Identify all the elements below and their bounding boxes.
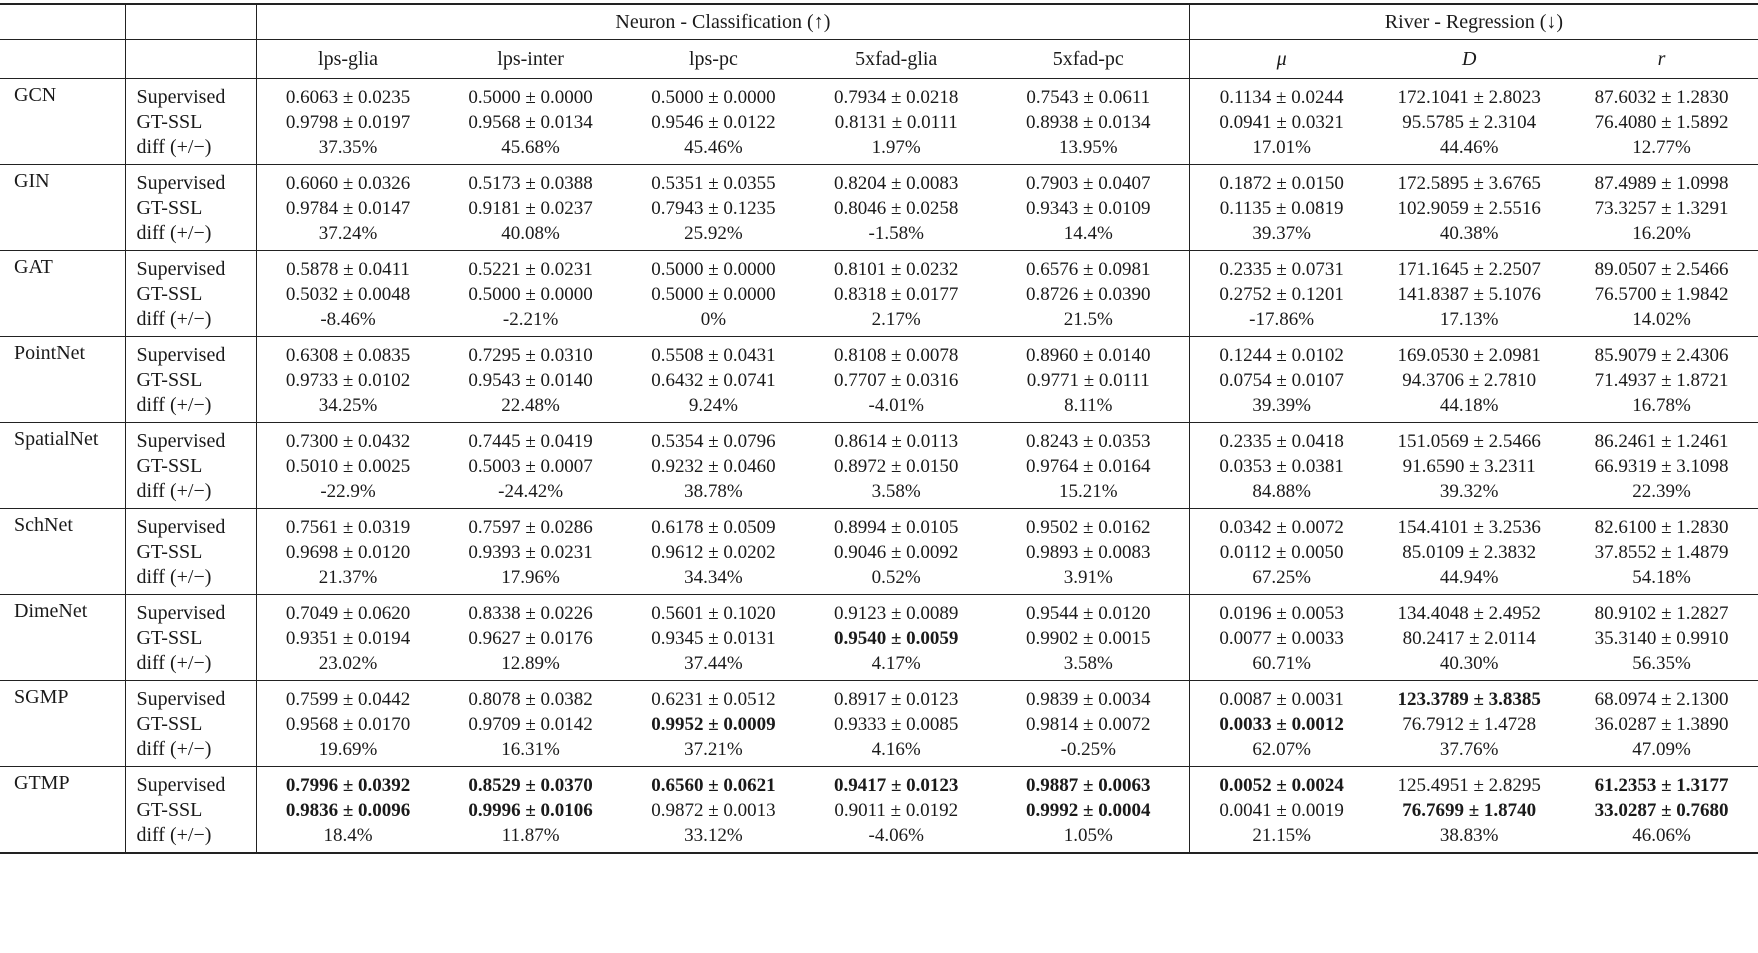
table-row bbox=[0, 221, 1758, 251]
cell-gtssl: 0.6432 ± 0.0741 bbox=[651, 370, 776, 391]
cell-diff: 1.97% bbox=[871, 137, 921, 158]
cell-supervised: 0.9544 ± 0.0120 bbox=[988, 595, 1190, 627]
cell-diff: 38.83% bbox=[1373, 823, 1565, 853]
row-label-supervised: Supervised bbox=[126, 79, 256, 111]
cell-gtssl: 73.3257 ± 1.3291 bbox=[1594, 198, 1729, 219]
cell-supervised: 0.7934 ± 0.0218 bbox=[805, 79, 988, 111]
table-row bbox=[0, 135, 1758, 165]
cell-diff: 39.39% bbox=[1252, 395, 1311, 416]
cell-diff: 16.78% bbox=[1632, 395, 1691, 416]
cell-supervised: 0.6576 ± 0.0981 bbox=[988, 251, 1190, 283]
cell-diff: 16.20% bbox=[1632, 223, 1691, 244]
river-regression-header: River - Regression (↓) bbox=[1189, 4, 1758, 40]
cell-gtssl: 0.9568 ± 0.0134 bbox=[468, 112, 593, 133]
cell-supervised: 0.5878 ± 0.0411 bbox=[256, 251, 439, 283]
cell-gtssl: 0.9351 ± 0.0194 bbox=[285, 628, 411, 649]
cell-diff: 3.58% bbox=[988, 651, 1190, 681]
table-row bbox=[0, 454, 1758, 479]
group-header-row bbox=[0, 4, 1758, 40]
row-label-supervised: Supervised bbox=[126, 337, 256, 369]
cell-gtssl: 0.9393 ± 0.0231 bbox=[468, 542, 593, 563]
row-label-diff: diff (+/−) bbox=[126, 135, 256, 165]
corner-cell bbox=[126, 4, 256, 40]
col-header-r: r bbox=[1565, 40, 1758, 79]
cell-supervised: 0.7903 ± 0.0407 bbox=[988, 165, 1190, 197]
cell-supervised: 0.5173 ± 0.0388 bbox=[439, 165, 622, 197]
row-label-diff: diff (+/−) bbox=[126, 221, 256, 251]
cell-diff: 39.37% bbox=[1252, 223, 1311, 244]
col-header-5xfad-glia: 5xfad-glia bbox=[805, 40, 988, 79]
cell-diff: 56.35% bbox=[1632, 653, 1691, 674]
table-row bbox=[0, 798, 1758, 823]
model-name: SGMP bbox=[0, 681, 126, 767]
col-header-d: D bbox=[1373, 40, 1565, 79]
cell-supervised: 0.5000 ± 0.0000 bbox=[622, 251, 805, 283]
model-name: GCN bbox=[0, 79, 126, 165]
cell-supervised: 154.4101 ± 3.2536 bbox=[1373, 509, 1565, 541]
col-header-5xfad-pc: 5xfad-pc bbox=[988, 40, 1190, 79]
table-row bbox=[0, 479, 1758, 509]
cell-supervised: 0.8614 ± 0.0113 bbox=[805, 423, 988, 455]
cell-gtssl: 76.5700 ± 1.9842 bbox=[1594, 284, 1729, 305]
cell-gtssl: 76.4080 ± 1.5892 bbox=[1594, 112, 1729, 133]
table-row bbox=[0, 681, 1758, 713]
cell-supervised: 0.5221 ± 0.0231 bbox=[439, 251, 622, 283]
cell-diff: -4.06% bbox=[805, 823, 988, 853]
cell-gtssl: 33.0287 ± 0.7680 bbox=[1594, 800, 1729, 821]
cell-supervised: 0.0052 ± 0.0024 bbox=[1189, 767, 1373, 799]
cell-supervised: 0.8204 ± 0.0083 bbox=[805, 165, 988, 197]
cell-gtssl: 94.3706 ± 2.7810 bbox=[1402, 370, 1537, 391]
cell-gtssl: 0.9612 ± 0.0202 bbox=[651, 542, 776, 563]
table-row bbox=[0, 368, 1758, 393]
cell-diff: 67.25% bbox=[1252, 567, 1311, 588]
col-header-lps-pc: lps-pc bbox=[622, 40, 805, 79]
cell-diff: 13.95% bbox=[988, 135, 1190, 165]
cell-diff: 2.17% bbox=[871, 309, 921, 330]
cell-supervised: 0.1244 ± 0.0102 bbox=[1189, 337, 1373, 369]
cell-supervised: 172.5895 ± 3.6765 bbox=[1373, 165, 1565, 197]
cell-gtssl: 0.9996 ± 0.0106 bbox=[468, 800, 593, 821]
cell-supervised: 86.2461 ± 1.2461 bbox=[1565, 423, 1758, 455]
cell-diff: 37.21% bbox=[684, 739, 743, 760]
cell-supervised: 171.1645 ± 2.2507 bbox=[1373, 251, 1565, 283]
cell-supervised: 0.8338 ± 0.0226 bbox=[439, 595, 622, 627]
cell-diff: 18.4% bbox=[256, 823, 439, 853]
cell-diff: 23.02% bbox=[318, 653, 378, 674]
row-label-diff: diff (+/−) bbox=[126, 393, 256, 423]
cell-gtssl: 0.8131 ± 0.0111 bbox=[834, 112, 958, 133]
cell-diff: 12.89% bbox=[501, 653, 560, 674]
cell-diff: 44.46% bbox=[1439, 137, 1499, 158]
cell-diff: 15.21% bbox=[988, 479, 1190, 509]
cell-gtssl: 0.9543 ± 0.0140 bbox=[468, 370, 593, 391]
cell-diff: 44.18% bbox=[1439, 395, 1499, 416]
cell-gtssl: 0.5000 ± 0.0000 bbox=[651, 284, 776, 305]
cell-diff: 21.15% bbox=[1189, 823, 1373, 853]
cell-diff: -8.46% bbox=[320, 309, 376, 330]
row-label-diff: diff (+/−) bbox=[126, 307, 256, 337]
cell-diff: 0.52% bbox=[871, 567, 921, 588]
cell-supervised: 0.8994 ± 0.0105 bbox=[805, 509, 988, 541]
model-name: DimeNet bbox=[0, 595, 126, 681]
cell-gtssl: 0.9345 ± 0.0131 bbox=[651, 628, 776, 649]
cell-gtssl: 0.9627 ± 0.0176 bbox=[468, 628, 593, 649]
cell-gtssl: 0.0353 ± 0.0381 bbox=[1219, 456, 1344, 477]
cell-diff: 84.88% bbox=[1252, 481, 1311, 502]
cell-diff: 34.25% bbox=[318, 395, 378, 416]
row-label-diff: diff (+/−) bbox=[126, 823, 256, 853]
cell-gtssl: 0.0941 ± 0.0321 bbox=[1219, 112, 1344, 133]
cell-supervised: 68.0974 ± 2.1300 bbox=[1565, 681, 1758, 713]
cell-gtssl: 0.2752 ± 0.1201 bbox=[1219, 284, 1344, 305]
table-row bbox=[0, 767, 1758, 799]
cell-supervised: 0.9839 ± 0.0034 bbox=[988, 681, 1190, 713]
row-label-diff: diff (+/−) bbox=[126, 737, 256, 767]
cell-diff: 21.5% bbox=[988, 307, 1190, 337]
cell-gtssl: 0.8972 ± 0.0150 bbox=[834, 456, 959, 477]
cell-diff: 34.34% bbox=[684, 567, 743, 588]
cell-gtssl: 36.0287 ± 1.3890 bbox=[1594, 714, 1729, 735]
cell-diff: 40.30% bbox=[1439, 653, 1499, 674]
cell-gtssl: 0.1135 ± 0.0819 bbox=[1219, 198, 1344, 219]
row-label-gtssl: GT-SSL bbox=[126, 540, 256, 565]
cell-diff: 3.58% bbox=[871, 481, 921, 502]
cell-gtssl: 0.5000 ± 0.0000 bbox=[468, 284, 593, 305]
row-label-supervised: Supervised bbox=[126, 165, 256, 197]
cell-supervised: 0.6060 ± 0.0326 bbox=[256, 165, 439, 197]
cell-supervised: 0.5351 ± 0.0355 bbox=[622, 165, 805, 197]
cell-gtssl: 0.8318 ± 0.0177 bbox=[834, 284, 959, 305]
cell-supervised: 0.7295 ± 0.0310 bbox=[439, 337, 622, 369]
col-header-lps-glia: lps-glia bbox=[256, 40, 439, 79]
cell-supervised: 0.5000 ± 0.0000 bbox=[622, 79, 805, 111]
row-label-diff: diff (+/−) bbox=[126, 651, 256, 681]
cell-gtssl: 0.9902 ± 0.0015 bbox=[988, 626, 1190, 651]
cell-gtssl: 0.9798 ± 0.0197 bbox=[285, 112, 411, 133]
cell-diff: 37.24% bbox=[318, 223, 378, 244]
cell-diff: 4.17% bbox=[871, 653, 921, 674]
results-table bbox=[0, 3, 1758, 854]
table-row bbox=[0, 565, 1758, 595]
table-row bbox=[0, 251, 1758, 283]
cell-gtssl: 0.0041 ± 0.0019 bbox=[1219, 800, 1344, 821]
cell-supervised: 0.5000 ± 0.0000 bbox=[439, 79, 622, 111]
cell-diff: 12.77% bbox=[1632, 137, 1691, 158]
table-row bbox=[0, 651, 1758, 681]
table-row bbox=[0, 196, 1758, 221]
cell-diff: 1.05% bbox=[988, 823, 1190, 853]
cell-gtssl: 0.8726 ± 0.0390 bbox=[988, 282, 1190, 307]
cell-gtssl: 0.9011 ± 0.0192 bbox=[834, 800, 959, 821]
cell-supervised: 0.6231 ± 0.0512 bbox=[622, 681, 805, 713]
cell-diff: -1.58% bbox=[868, 223, 924, 244]
row-label-supervised: Supervised bbox=[126, 251, 256, 283]
corner-cell bbox=[126, 40, 256, 79]
row-label-gtssl: GT-SSL bbox=[126, 196, 256, 221]
cell-supervised: 0.0087 ± 0.0031 bbox=[1189, 681, 1373, 713]
cell-gtssl: 85.0109 ± 2.3832 bbox=[1402, 542, 1537, 563]
cell-gtssl: 0.9540 ± 0.0059 bbox=[834, 628, 959, 649]
cell-supervised: 0.6308 ± 0.0835 bbox=[256, 337, 439, 369]
cell-gtssl: 91.6590 ± 3.2311 bbox=[1402, 456, 1536, 477]
table-row bbox=[0, 393, 1758, 423]
cell-diff: 37.76% bbox=[1439, 739, 1499, 760]
table-row bbox=[0, 337, 1758, 369]
cell-supervised: 125.4951 ± 2.8295 bbox=[1373, 767, 1565, 799]
cell-supervised: 0.2335 ± 0.0418 bbox=[1189, 423, 1373, 455]
cell-supervised: 0.7561 ± 0.0319 bbox=[256, 509, 439, 541]
row-label-diff: diff (+/−) bbox=[126, 479, 256, 509]
cell-supervised: 0.7597 ± 0.0286 bbox=[439, 509, 622, 541]
cell-gtssl: 141.8387 ± 5.1076 bbox=[1397, 284, 1541, 305]
row-label-supervised: Supervised bbox=[126, 423, 256, 455]
cell-diff: 60.71% bbox=[1252, 653, 1311, 674]
cell-supervised: 80.9102 ± 1.2827 bbox=[1565, 595, 1758, 627]
cell-gtssl: 37.8552 ± 1.4879 bbox=[1594, 542, 1729, 563]
cell-diff: 4.16% bbox=[871, 739, 921, 760]
cell-supervised: 87.6032 ± 1.2830 bbox=[1565, 79, 1758, 111]
cell-diff: 40.38% bbox=[1439, 223, 1499, 244]
cell-supervised: 0.7543 ± 0.0611 bbox=[988, 79, 1190, 111]
table-row bbox=[0, 595, 1758, 627]
cell-supervised: 0.8101 ± 0.0232 bbox=[805, 251, 988, 283]
cell-gtssl: 71.4937 ± 1.8721 bbox=[1594, 370, 1729, 391]
table-row bbox=[0, 712, 1758, 737]
cell-gtssl: 0.0077 ± 0.0033 bbox=[1219, 628, 1344, 649]
row-label-gtssl: GT-SSL bbox=[126, 798, 256, 823]
cell-gtssl: 0.9764 ± 0.0164 bbox=[988, 454, 1190, 479]
cell-gtssl: 0.9046 ± 0.0092 bbox=[834, 542, 959, 563]
cell-gtssl: 0.0112 ± 0.0050 bbox=[1219, 542, 1344, 563]
table-row bbox=[0, 737, 1758, 767]
cell-diff: 46.06% bbox=[1565, 823, 1758, 853]
cell-gtssl: 66.9319 ± 3.1098 bbox=[1594, 456, 1729, 477]
table-row bbox=[0, 423, 1758, 455]
column-header-row bbox=[0, 40, 1758, 79]
cell-gtssl: 0.9733 ± 0.0102 bbox=[285, 370, 411, 391]
cell-diff: -2.21% bbox=[502, 309, 559, 330]
table-row bbox=[0, 823, 1758, 853]
cell-gtssl: 0.5003 ± 0.0007 bbox=[468, 456, 593, 477]
row-label-gtssl: GT-SSL bbox=[126, 368, 256, 393]
cell-diff: 37.35% bbox=[318, 137, 378, 158]
cell-supervised: 0.8529 ± 0.0370 bbox=[439, 767, 622, 799]
cell-gtssl: 0.9893 ± 0.0083 bbox=[988, 540, 1190, 565]
row-label-gtssl: GT-SSL bbox=[126, 712, 256, 737]
cell-gtssl: 35.3140 ± 0.9910 bbox=[1594, 628, 1729, 649]
cell-supervised: 0.6063 ± 0.0235 bbox=[256, 79, 439, 111]
cell-gtssl: 0.9771 ± 0.0111 bbox=[988, 368, 1190, 393]
cell-supervised: 0.9417 ± 0.0123 bbox=[805, 767, 988, 799]
cell-gtssl: 0.9181 ± 0.0237 bbox=[468, 198, 593, 219]
cell-gtssl: 0.9232 ± 0.0460 bbox=[651, 456, 776, 477]
cell-diff: 9.24% bbox=[688, 395, 738, 416]
cell-diff: -22.9% bbox=[320, 481, 376, 502]
cell-gtssl: 0.9814 ± 0.0072 bbox=[988, 712, 1190, 737]
cell-diff: 3.91% bbox=[988, 565, 1190, 595]
cell-supervised: 0.5508 ± 0.0431 bbox=[622, 337, 805, 369]
row-label-supervised: Supervised bbox=[126, 595, 256, 627]
cell-diff: 14.4% bbox=[988, 221, 1190, 251]
cell-gtssl: 0.9698 ± 0.0120 bbox=[285, 542, 411, 563]
cell-gtssl: 76.7699 ± 1.8740 bbox=[1402, 800, 1537, 821]
row-label-gtssl: GT-SSL bbox=[126, 626, 256, 651]
cell-gtssl: 76.7912 ± 1.4728 bbox=[1402, 714, 1537, 735]
table-row bbox=[0, 282, 1758, 307]
cell-supervised: 0.8960 ± 0.0140 bbox=[988, 337, 1190, 369]
cell-gtssl: 0.9333 ± 0.0085 bbox=[834, 714, 959, 735]
cell-diff: 62.07% bbox=[1252, 739, 1311, 760]
cell-supervised: 0.7996 ± 0.0392 bbox=[256, 767, 439, 799]
cell-diff: 47.09% bbox=[1632, 739, 1691, 760]
cell-supervised: 0.7049 ± 0.0620 bbox=[256, 595, 439, 627]
row-label-gtssl: GT-SSL bbox=[126, 282, 256, 307]
cell-diff: 33.12% bbox=[622, 823, 805, 853]
corner-cell bbox=[0, 4, 126, 40]
cell-gtssl: 0.9836 ± 0.0096 bbox=[285, 800, 411, 821]
cell-diff: 25.92% bbox=[684, 223, 743, 244]
cell-supervised: 61.2353 ± 1.3177 bbox=[1565, 767, 1758, 799]
cell-supervised: 0.8917 ± 0.0123 bbox=[805, 681, 988, 713]
cell-diff: 17.01% bbox=[1252, 137, 1311, 158]
cell-diff: 39.32% bbox=[1439, 481, 1499, 502]
cell-gtssl: 0.9343 ± 0.0109 bbox=[988, 196, 1190, 221]
cell-gtssl: 0.5010 ± 0.0025 bbox=[285, 456, 411, 477]
cell-diff: 45.46% bbox=[684, 137, 743, 158]
model-name: PointNet bbox=[0, 337, 126, 423]
row-label-supervised: Supervised bbox=[126, 681, 256, 713]
cell-supervised: 0.9887 ± 0.0063 bbox=[988, 767, 1190, 799]
cell-supervised: 0.7445 ± 0.0419 bbox=[439, 423, 622, 455]
cell-diff: 17.13% bbox=[1439, 309, 1499, 330]
row-label-gtssl: GT-SSL bbox=[126, 454, 256, 479]
cell-diff: -0.25% bbox=[988, 737, 1190, 767]
cell-supervised: 0.0196 ± 0.0053 bbox=[1189, 595, 1373, 627]
cell-diff: -4.01% bbox=[868, 395, 924, 416]
cell-gtssl: 0.9709 ± 0.0142 bbox=[468, 714, 593, 735]
table-row bbox=[0, 626, 1758, 651]
cell-gtssl: 0.0754 ± 0.0107 bbox=[1219, 370, 1344, 391]
model-name: SpatialNet bbox=[0, 423, 126, 509]
cell-gtssl: 0.9872 ± 0.0013 bbox=[651, 800, 776, 821]
row-label-supervised: Supervised bbox=[126, 767, 256, 799]
cell-supervised: 0.0342 ± 0.0072 bbox=[1189, 509, 1373, 541]
cell-supervised: 0.8108 ± 0.0078 bbox=[805, 337, 988, 369]
cell-gtssl: 0.7707 ± 0.0316 bbox=[834, 370, 959, 391]
model-name: SchNet bbox=[0, 509, 126, 595]
col-header-mu: μ bbox=[1189, 40, 1373, 79]
row-label-diff: diff (+/−) bbox=[126, 565, 256, 595]
cell-supervised: 0.2335 ± 0.0731 bbox=[1189, 251, 1373, 283]
cell-supervised: 0.9123 ± 0.0089 bbox=[805, 595, 988, 627]
cell-diff: 19.69% bbox=[318, 739, 378, 760]
cell-gtssl: 0.8938 ± 0.0134 bbox=[988, 110, 1190, 135]
table-row bbox=[0, 307, 1758, 337]
cell-supervised: 123.3789 ± 3.8385 bbox=[1373, 681, 1565, 713]
cell-supervised: 0.8078 ± 0.0382 bbox=[439, 681, 622, 713]
cell-diff: 38.78% bbox=[684, 481, 743, 502]
cell-supervised: 0.6560 ± 0.0621 bbox=[622, 767, 805, 799]
cell-supervised: 0.9502 ± 0.0162 bbox=[988, 509, 1190, 541]
cell-supervised: 151.0569 ± 2.5466 bbox=[1373, 423, 1565, 455]
neuron-classification-header: Neuron - Classification (↑) bbox=[256, 4, 1189, 40]
cell-gtssl: 0.8046 ± 0.0258 bbox=[834, 198, 959, 219]
cell-supervised: 169.0530 ± 2.0981 bbox=[1373, 337, 1565, 369]
col-header-lps-inter: lps-inter bbox=[439, 40, 622, 79]
cell-supervised: 172.1041 ± 2.8023 bbox=[1373, 79, 1565, 111]
cell-gtssl: 95.5785 ± 2.3104 bbox=[1402, 112, 1537, 133]
cell-gtssl: 80.2417 ± 2.0114 bbox=[1402, 628, 1536, 649]
cell-supervised: 89.0507 ± 2.5466 bbox=[1565, 251, 1758, 283]
cell-diff: 22.39% bbox=[1632, 481, 1691, 502]
cell-supervised: 0.1872 ± 0.0150 bbox=[1189, 165, 1373, 197]
cell-diff: 45.68% bbox=[501, 137, 560, 158]
cell-diff: 44.94% bbox=[1439, 567, 1499, 588]
row-label-supervised: Supervised bbox=[126, 509, 256, 541]
cell-diff: 16.31% bbox=[501, 739, 560, 760]
corner-cell bbox=[0, 40, 126, 79]
model-name: GAT bbox=[0, 251, 126, 337]
cell-diff: 17.96% bbox=[501, 567, 560, 588]
cell-diff: 22.48% bbox=[501, 395, 560, 416]
cell-supervised: 0.6178 ± 0.0509 bbox=[622, 509, 805, 541]
cell-diff: 21.37% bbox=[318, 567, 378, 588]
cell-supervised: 85.9079 ± 2.4306 bbox=[1565, 337, 1758, 369]
cell-diff: 54.18% bbox=[1632, 567, 1691, 588]
cell-diff: 8.11% bbox=[988, 393, 1190, 423]
cell-supervised: 0.5601 ± 0.1020 bbox=[622, 595, 805, 627]
table-row bbox=[0, 540, 1758, 565]
model-name: GTMP bbox=[0, 767, 126, 854]
cell-gtssl: 0.9952 ± 0.0009 bbox=[651, 714, 776, 735]
table-row bbox=[0, 110, 1758, 135]
cell-gtssl: 0.7943 ± 0.1235 bbox=[651, 198, 776, 219]
table-body bbox=[0, 79, 1758, 854]
cell-supervised: 134.4048 ± 2.4952 bbox=[1373, 595, 1565, 627]
cell-diff: 40.08% bbox=[501, 223, 560, 244]
cell-diff: 14.02% bbox=[1632, 309, 1691, 330]
cell-supervised: 0.7599 ± 0.0442 bbox=[256, 681, 439, 713]
cell-supervised: 87.4989 ± 1.0998 bbox=[1565, 165, 1758, 197]
cell-gtssl: 0.5032 ± 0.0048 bbox=[285, 284, 411, 305]
table-row bbox=[0, 509, 1758, 541]
cell-diff: -17.86% bbox=[1249, 309, 1315, 330]
row-label-gtssl: GT-SSL bbox=[126, 110, 256, 135]
table-row bbox=[0, 165, 1758, 197]
cell-gtssl: 0.0033 ± 0.0012 bbox=[1219, 714, 1344, 735]
cell-supervised: 82.6100 ± 1.2830 bbox=[1565, 509, 1758, 541]
cell-gtssl: 102.9059 ± 2.5516 bbox=[1397, 198, 1541, 219]
cell-diff: 0% bbox=[700, 309, 727, 330]
cell-gtssl: 0.9992 ± 0.0004 bbox=[988, 798, 1190, 823]
cell-supervised: 0.8243 ± 0.0353 bbox=[988, 423, 1190, 455]
cell-diff: 11.87% bbox=[439, 823, 622, 853]
cell-supervised: 0.1134 ± 0.0244 bbox=[1189, 79, 1373, 111]
cell-gtssl: 0.9568 ± 0.0170 bbox=[285, 714, 411, 735]
cell-gtssl: 0.9546 ± 0.0122 bbox=[651, 112, 776, 133]
cell-supervised: 0.5354 ± 0.0796 bbox=[622, 423, 805, 455]
cell-diff: 37.44% bbox=[684, 653, 743, 674]
table-row bbox=[0, 79, 1758, 111]
cell-supervised: 0.7300 ± 0.0432 bbox=[256, 423, 439, 455]
model-name: GIN bbox=[0, 165, 126, 251]
cell-diff: -24.42% bbox=[498, 481, 564, 502]
cell-gtssl: 0.9784 ± 0.0147 bbox=[285, 198, 411, 219]
